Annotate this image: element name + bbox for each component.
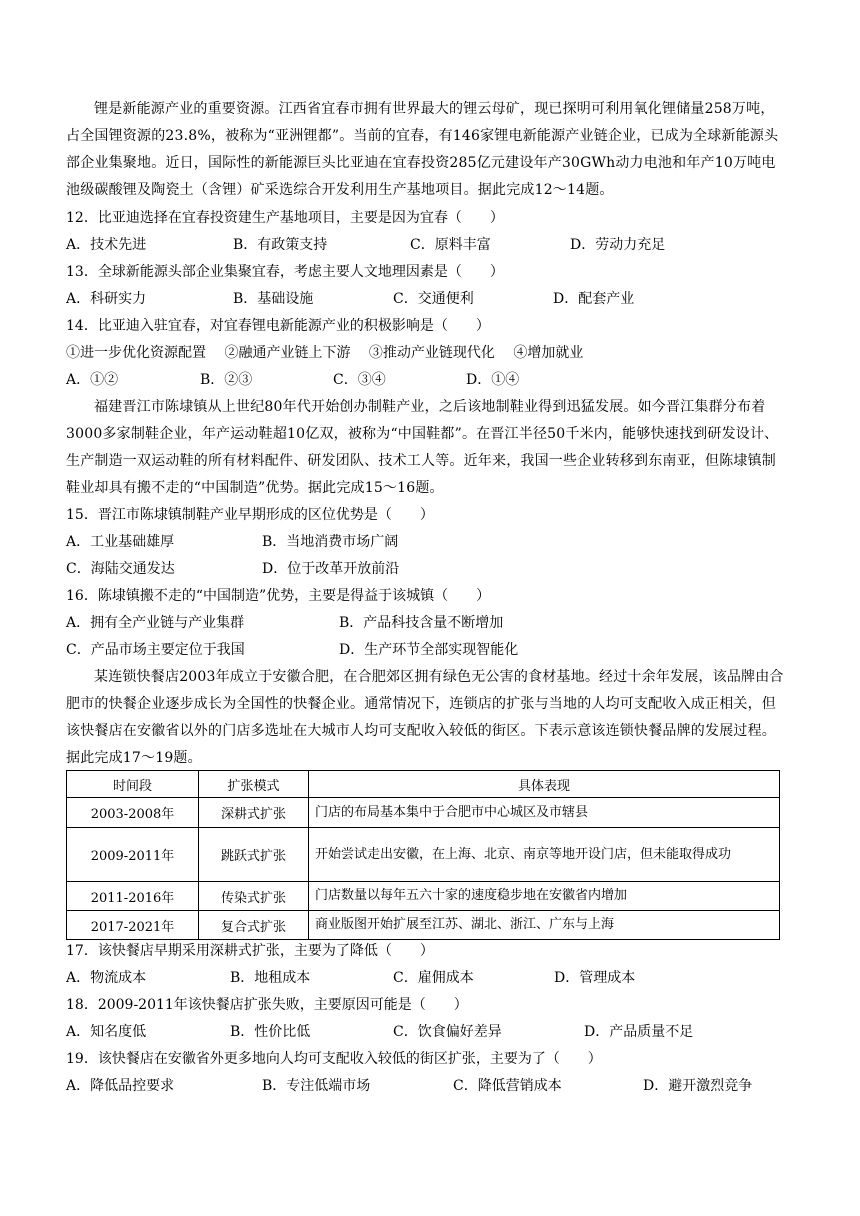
option-d[interactable]: D．生产环节全部实现智能化: [339, 642, 519, 658]
option-a[interactable]: A．技术先进: [66, 237, 147, 253]
option-d[interactable]: D．避开激烈竞争: [643, 1078, 753, 1094]
question-17-stem: 17．该快餐店早期采用深耕式扩张，主要为了降低（ ）: [66, 943, 434, 959]
option-b[interactable]: B．基础设施: [233, 291, 314, 307]
option-c[interactable]: C．交通便利: [393, 291, 474, 307]
table-cell: 传染式扩张: [199, 882, 309, 911]
table-cell: 跳跃式扩张: [199, 828, 309, 882]
option-b[interactable]: B．性价比低: [230, 1024, 311, 1040]
option-b[interactable]: B．②③: [200, 372, 253, 388]
question-15-stem: 15．晋江市陈埭镇制鞋产业早期形成的区位优势是（ ）: [66, 507, 434, 523]
question-12-options: [66, 232, 788, 259]
question-14-options: [66, 367, 788, 394]
option-d[interactable]: D．配套产业: [553, 291, 635, 307]
option-a[interactable]: A．物流成本: [66, 970, 147, 986]
question-17-options: [66, 965, 788, 992]
option-b[interactable]: B．产品科技含量不断增加: [339, 615, 504, 631]
question-14-items: ①进一步优化资源配置 ②融通产业链上下游 ③推动产业链现代化 ④增加就业: [66, 345, 584, 361]
table-cell: 开始尝试走出安徽，在上海、北京、南京等地开设门店，但未能取得成功: [309, 828, 780, 882]
table-cell: 门店的布局基本集中于合肥市中心城区及市辖县: [309, 798, 780, 828]
table-cell: 2003-2008年: [67, 798, 199, 828]
option-c[interactable]: C．③④: [333, 372, 386, 388]
passage-shoes: 福建晋江市陈埭镇从上世纪80年代开始创办制鞋产业，之后该地制鞋业得到迅猛发展。如今晋江集群分布着3000多家制鞋企业，年产运动鞋超10亿双，被称为“中国鞋都”。在晋江半径50千米内，能够快速找到研发设计、生产制造一双运动鞋的所有材料配件、研发团队、技术工人等。近年来，我国一些企业转移到东南亚，但陈埭镇制鞋业却具有搬不走的“中国制造”优势。据此完成15～16题。: [66, 399, 779, 496]
question-19-options: [66, 1073, 788, 1100]
question-13-stem: 13．全球新能源头部企业集聚宜春，考虑主要人文地理因素是（ ）: [66, 264, 504, 280]
option-b[interactable]: B．专注低端市场: [262, 1078, 371, 1094]
option-d[interactable]: D．位于改革开放前沿: [262, 561, 400, 577]
question-13-options: [66, 286, 788, 313]
table-cell: 深耕式扩张: [199, 798, 309, 828]
table-cell: 门店数量以每年五六十家的速度稳步地在安徽省内增加: [309, 882, 780, 911]
table-header: 时间段: [67, 771, 199, 798]
option-a[interactable]: A．科研实力: [66, 291, 147, 307]
expansion-table: [66, 770, 780, 940]
question-16-options-row2: [66, 637, 788, 664]
option-d[interactable]: D．劳动力充足: [570, 237, 666, 253]
question-15-options-row2: [66, 556, 788, 583]
table-cell: 商业版图开始扩展至江苏、湖北、浙江、广东与上海: [309, 911, 780, 940]
option-b[interactable]: B．地租成本: [230, 970, 311, 986]
option-a[interactable]: A．降低品控要求: [66, 1078, 175, 1094]
table-header: 具体表现: [309, 771, 780, 798]
table-cell: 2009-2011年: [67, 828, 199, 882]
option-a[interactable]: A．①②: [66, 372, 119, 388]
question-19-stem: 19．该快餐店在安徽省外更多地向人均可支配收入较低的街区扩张，主要为了（ ）: [66, 1051, 602, 1067]
table-cell: 复合式扩张: [199, 911, 309, 940]
question-18-stem: 18．2009-2011年该快餐店扩张失败，主要原因可能是（ ）: [66, 997, 468, 1013]
passage-lithium: 锂是新能源产业的重要资源。江西省宜春市拥有世界最大的锂云母矿，现已探明可利用氧化锂储量258万吨，占全国锂资源的23.8%，被称为“亚洲锂都”。当前的宜春，有146家锂电新能源产业链企业，已成为全球新能源头部企业集聚地。近日，国际性的新能源巨头比亚迪在宜春投资285亿元建设年产30GWh动力电池和年产10万吨电池级碳酸锂及陶瓷土（含锂）矿采选综合开发利用生产基地项目。据此完成12～14题。: [66, 101, 779, 198]
question-18-options: [66, 1019, 788, 1046]
option-c[interactable]: C．降低营销成本: [453, 1078, 562, 1094]
table-row: [67, 828, 780, 882]
table-cell: 2011-2016年: [67, 882, 199, 911]
option-b[interactable]: B．当地消费市场广阔: [262, 534, 399, 550]
question-14-stem: 14．比亚迪入驻宜春，对宜春锂电新能源产业的积极影响是（ ）: [66, 318, 490, 334]
option-c[interactable]: C．原料丰富: [410, 237, 491, 253]
table-row: [67, 798, 780, 828]
question-16-options: [66, 610, 788, 637]
option-c[interactable]: C．产品市场主要定位于我国: [66, 642, 245, 658]
option-b[interactable]: B．有政策支持: [233, 237, 328, 253]
option-a[interactable]: A．拥有全产业链与产业集群: [66, 615, 245, 631]
table-header-row: [67, 771, 780, 798]
option-a[interactable]: A．工业基础雄厚: [66, 534, 175, 550]
option-d[interactable]: D．管理成本: [554, 970, 636, 986]
table-row: [67, 882, 780, 911]
option-d[interactable]: D．①④: [466, 372, 520, 388]
question-15-options: [66, 529, 788, 556]
option-c[interactable]: C．饮食偏好差异: [393, 1024, 502, 1040]
passage-fastfood: 某连锁快餐店2003年成立于安徽合肥，在合肥郊区拥有绿色无公害的食材基地。经过十余年发展，该品牌由合肥市的快餐企业逐步成长为全国性的快餐企业。通常情况下，连锁店的扩张与当地的人均可支配收入成正相关，但该快餐店在安徽省以外的门店多选址在大城市人均可支配收入较低的街区。下表示意该连锁快餐品牌的发展过程。据此完成17～19题。: [66, 669, 784, 766]
table-header: 扩张模式: [199, 771, 309, 798]
option-d[interactable]: D．产品质量不足: [584, 1024, 694, 1040]
option-c[interactable]: C．海陆交通发达: [66, 561, 175, 577]
question-16-stem: 16．陈埭镇搬不走的“中国制造”优势，主要是得益于该城镇（ ）: [66, 588, 491, 604]
option-c[interactable]: C．雇佣成本: [393, 970, 474, 986]
table-cell: 2017-2021年: [67, 911, 199, 940]
option-a[interactable]: A．知名度低: [66, 1024, 147, 1040]
question-12-stem: 12．比亚迪选择在宜春投资建生产基地项目，主要是因为宜春（ ）: [66, 210, 504, 226]
table-row: [67, 911, 780, 940]
